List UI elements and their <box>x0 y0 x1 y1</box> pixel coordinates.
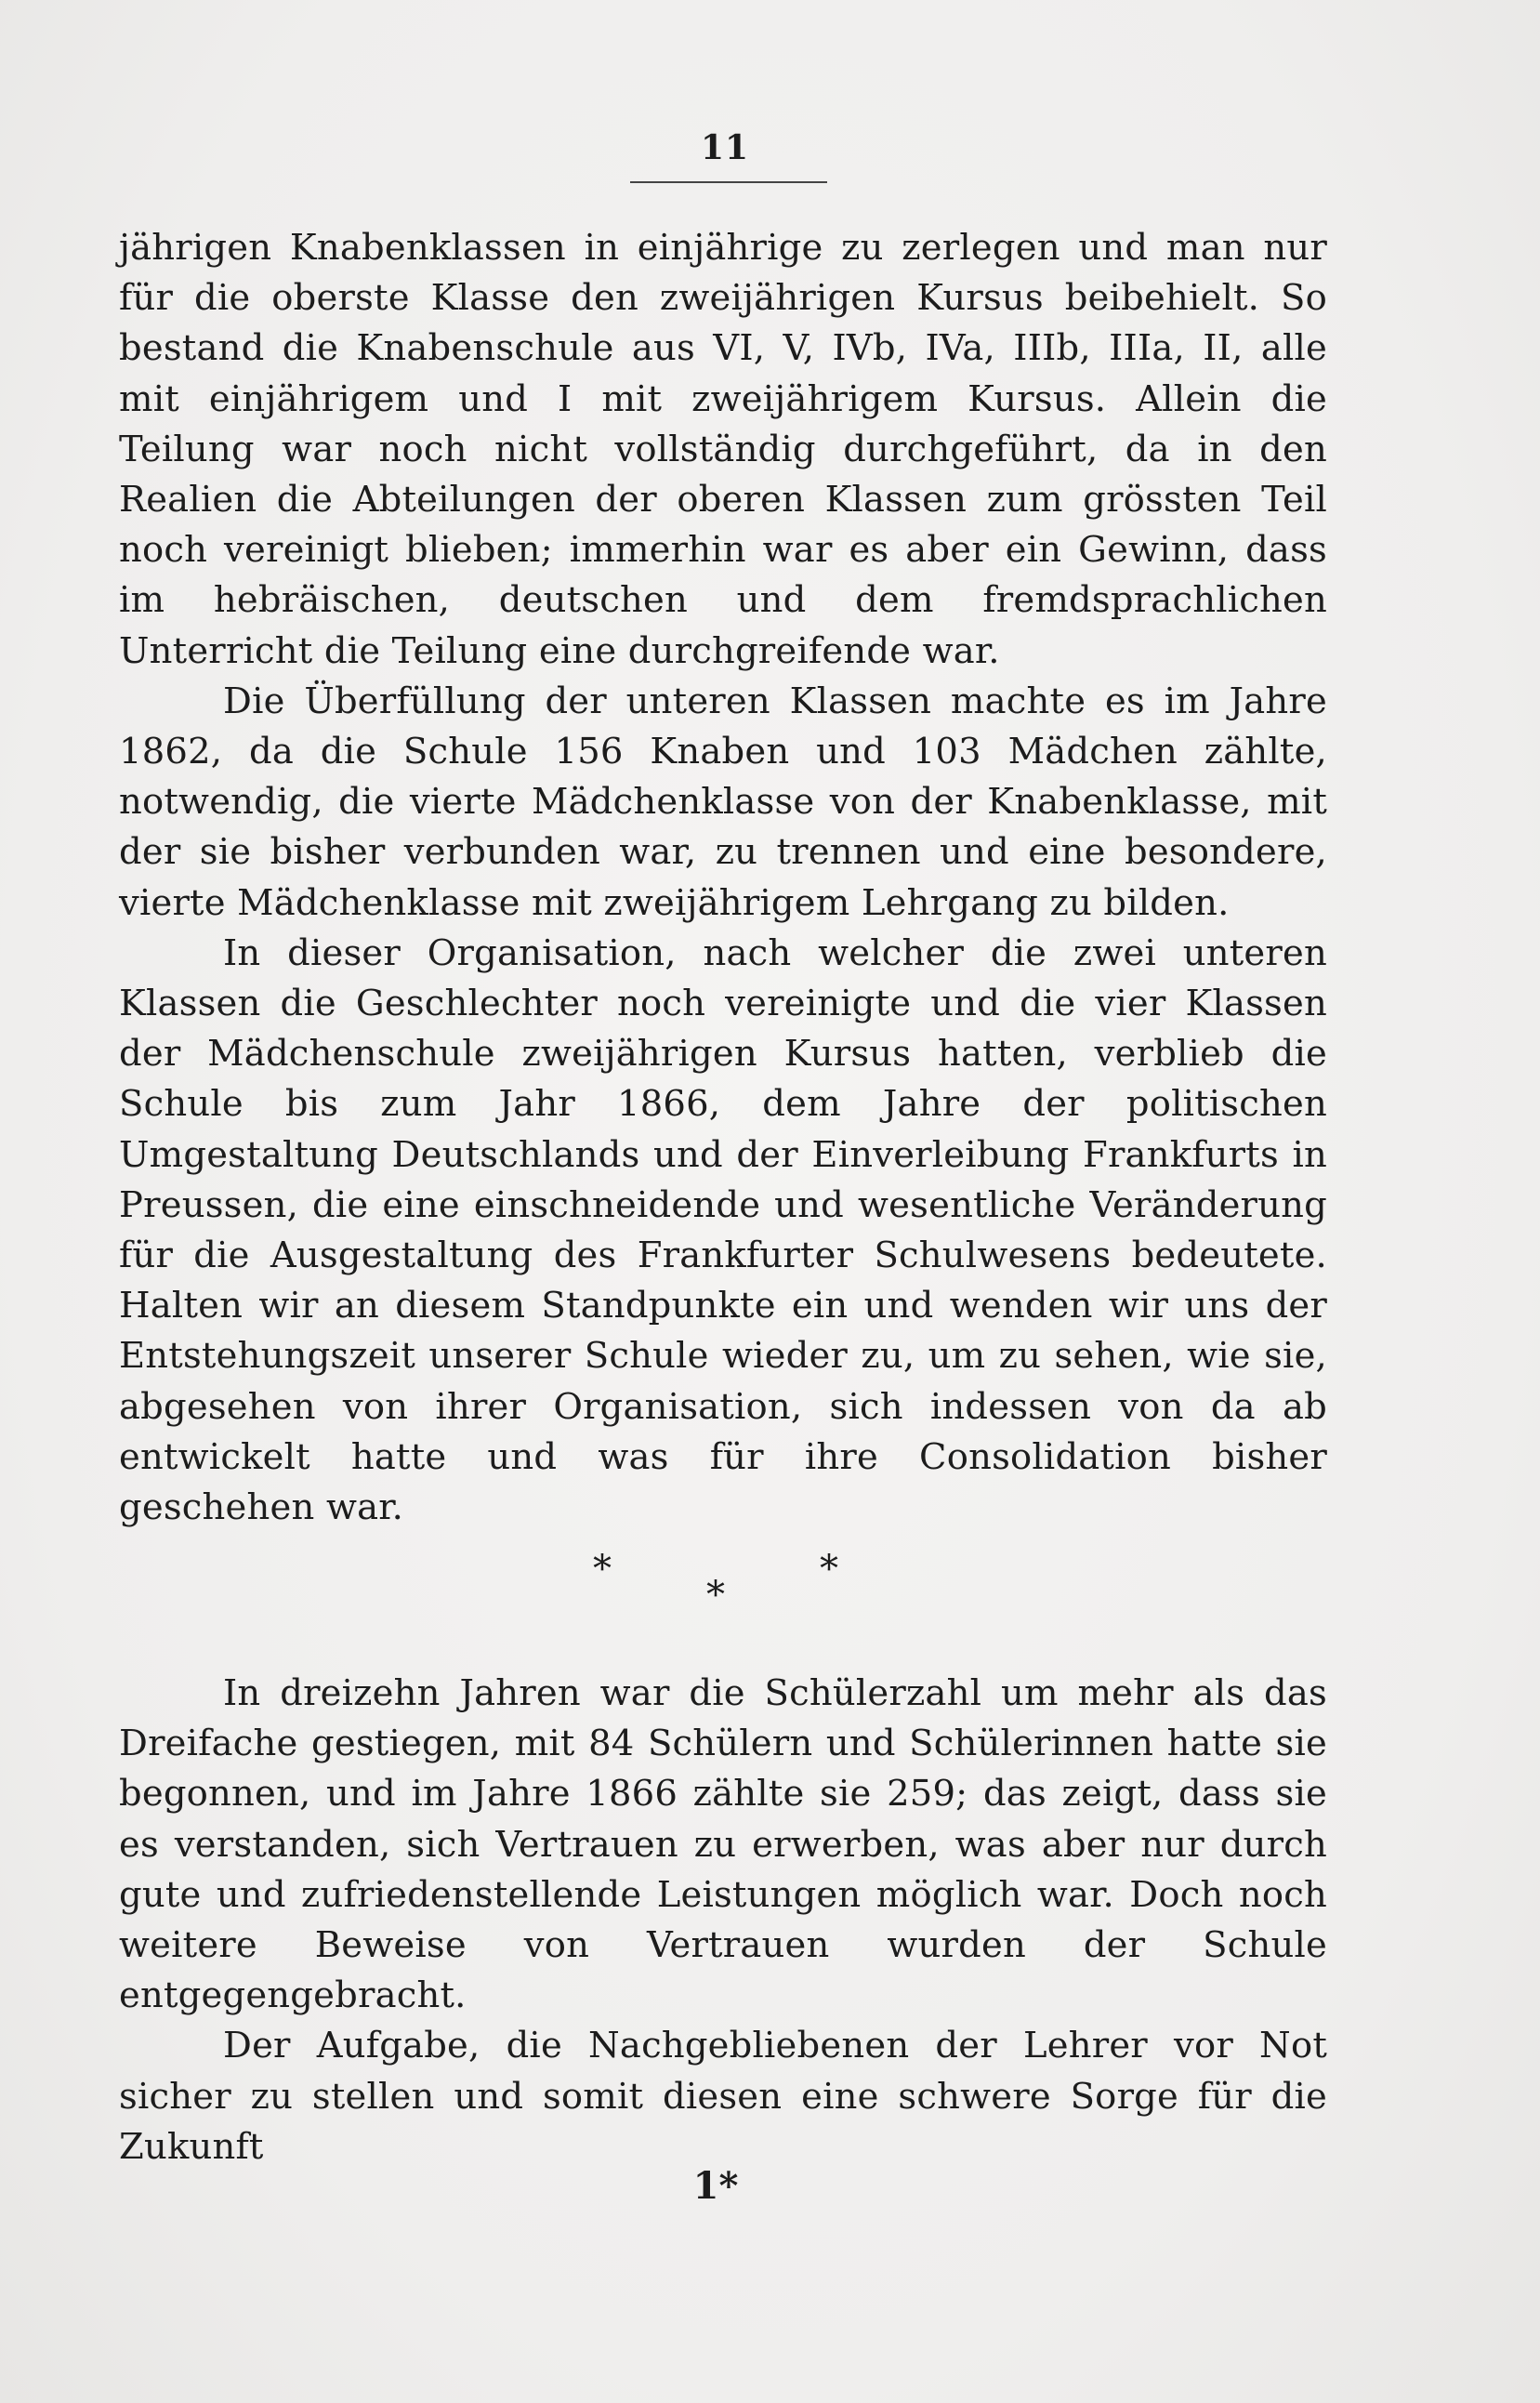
printer-signature-mark: 1* <box>692 2164 739 2208</box>
main-text-top <box>119 223 1327 1533</box>
paragraph: In dreizehn Jahren war die Schülerzahl um mehr als das Dreifache gestiegen, mit 84 Schülern und Schülerinnen hatte sie begonnen, und im Jahre 1866 zählte sie 259; das zeigt, dass sie es verstanden, sich Vertrauen zu erwerben, was aber nur durch gute und zufriedenstellende Leistungen möglich war. Doch noch weitere Beweise von Vertrauen wurden der Schule entgegengebracht. <box>119 1672 1327 2017</box>
paragraph: Die Überfüllung der unteren Klassen machte es im Jahre 1862, da die Schule 156 Knaben und 103 Mädchen zählte, notwendig, die vierte Mädchenklasse von der Knabenklasse, mit der sie bisher verbunden war, zu trennen und eine besondere, vierte Mädchenklasse mit zweijährigem Lehrgang zu bilden. <box>119 680 1327 924</box>
section-separator <box>576 1548 855 1622</box>
paragraph-continued: jährigen Knabenklassen in einjährige zu zerlegen und man nur für die oberste Klasse den zweijährigen Kursus beibehielt. So bestand die Knabenschule aus VI, V, IVb, IVa, IIIb, IIIa, II, alle mit einjährigem und I mit zweijährigem Kursus. Allein die Teilung war noch nicht vollständig durchgeführt, da in den Realien die Abteilungen der oberen Klassen zum grössten Teil noch vereinigt blieben; immerhin war es aber ein Gewinn, dass im hebräischen, deutschen und dem fremdsprachlichen Unterricht die Teilung eine durchgreifende war. <box>119 227 1327 672</box>
page-number: 11 <box>700 128 750 167</box>
paragraph: Der Aufgabe, die Nachgebliebenen der Lehrer vor Not sicher zu stellen und somit diesen eine schwere Sorge für die Zukunft <box>119 2025 1327 2168</box>
header-rule <box>630 181 827 183</box>
asterisk: * <box>593 1548 612 1591</box>
main-text-bottom <box>119 1669 1327 2172</box>
asterisk: * <box>706 1574 725 1617</box>
paragraph: In dieser Organisation, nach welcher die zwei unteren Klassen die Geschlechter noch vereinigte und die vier Klassen der Mädchenschule zweijährigen Kursus hatten, verblieb die Schule bis zum Jahr 1866, dem Jahre der politischen Umgestaltung Deutschlands und der Einverleibung Frankfurts in Preussen, die eine einschneidende und wesentliche Veränderung für die Ausgestaltung des Frankfurter Schulwesens bedeutete. Halten wir an diesem Standpunkte ein und wenden wir uns der Entstehungszeit unserer Schule wieder zu, um zu sehen, wie sie, abgesehen von ihrer Organisation, sich indessen von da ab entwickelt hatte und was für ihre Consolidation bisher geschehen war. <box>119 931 1327 1529</box>
asterisk: * <box>820 1548 838 1591</box>
